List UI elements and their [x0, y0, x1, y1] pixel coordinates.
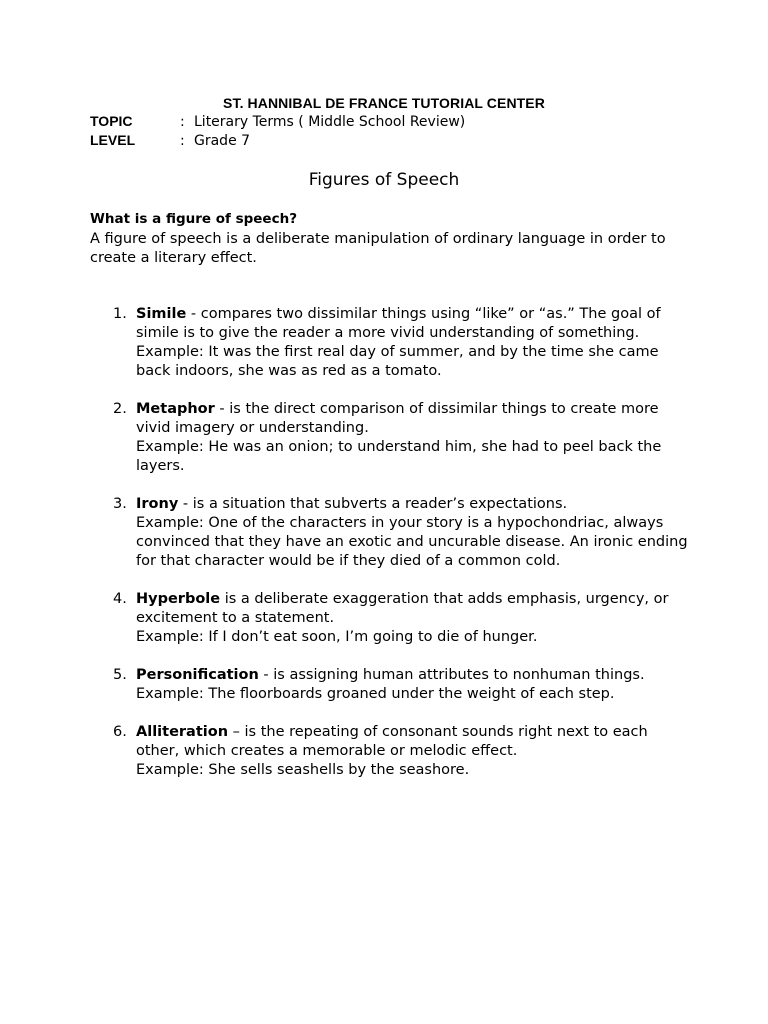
term-item-hyperbole: [90, 590, 690, 647]
term-example: Example: She sells seashells by the seashore.: [136, 762, 470, 778]
term-name: Metaphor: [136, 401, 215, 417]
term-number: 4.: [113, 591, 127, 607]
term-number: 6.: [113, 724, 127, 740]
term-definition: – is the repeating of consonant sounds right next to each other, which creates a memorable or melodic effect.: [136, 724, 648, 759]
term-name: Alliteration: [136, 724, 229, 740]
term-example: Example: One of the characters in your story is a hypochondriac, always convinced that they have an exotic and uncurable disease. An ironic ending for that character would be if they died of a common cold.: [136, 515, 688, 569]
term-number: 5.: [113, 667, 127, 683]
term-example: Example: It was the first real day of summer, and by the time she came back indoors, she was as red as a tomato.: [136, 344, 659, 379]
term-item-alliteration: [90, 723, 690, 780]
topic-colon: :: [180, 114, 185, 130]
term-definition: - is assigning human attributes to nonhuman things.: [258, 667, 645, 683]
term-item-irony: [90, 495, 690, 571]
term-item-personification: [90, 666, 690, 704]
level-row: [90, 132, 250, 149]
term-definition: is a deliberate exaggeration that adds emphasis, urgency, or excitement to a statement.: [136, 591, 669, 626]
term-name: Hyperbole: [136, 591, 221, 607]
term-name: Simile: [136, 306, 187, 322]
topic-label: TOPIC: [90, 113, 133, 129]
term-example: Example: If I don’t eat soon, I’m going to die of hunger.: [136, 629, 538, 645]
intro-question: What is a figure of speech?: [90, 211, 298, 227]
term-item-metaphor: [90, 400, 690, 476]
term-example: Example: The floorboards groaned under the weight of each step.: [136, 686, 615, 702]
terms-list: [90, 305, 690, 799]
term-name: Personification: [136, 667, 259, 683]
term-item-simile: [90, 305, 690, 381]
document-title: Figures of Speech: [308, 170, 460, 190]
term-definition: - is a situation that subverts a reader’s expectations.: [178, 496, 568, 512]
topic-row: [90, 113, 465, 130]
term-definition: - is the direct comparison of dissimilar things to create more vivid imagery or understanding.: [136, 401, 659, 436]
level-label: LEVEL: [90, 132, 136, 148]
school-name: ST. HANNIBAL DE FRANCE TUTORIAL CENTER: [223, 95, 545, 111]
term-number: 1.: [113, 306, 127, 322]
term-example: Example: He was an onion; to understand him, she had to peel back the layers.: [136, 439, 662, 474]
intro-definition: A figure of speech is a deliberate manipulation of ordinary language in order to create a literary effect.: [90, 231, 666, 266]
level-value: Grade 7: [194, 133, 251, 149]
term-definition: - compares two dissimilar things using “like” or “as.” The goal of simile is to give the reader a more vivid understanding of something.: [136, 306, 661, 341]
topic-value: Literary Terms ( Middle School Review): [194, 114, 466, 130]
term-number: 3.: [113, 496, 127, 512]
term-number: 2.: [113, 401, 127, 417]
level-colon: :: [180, 133, 185, 149]
term-name: Irony: [136, 496, 179, 512]
